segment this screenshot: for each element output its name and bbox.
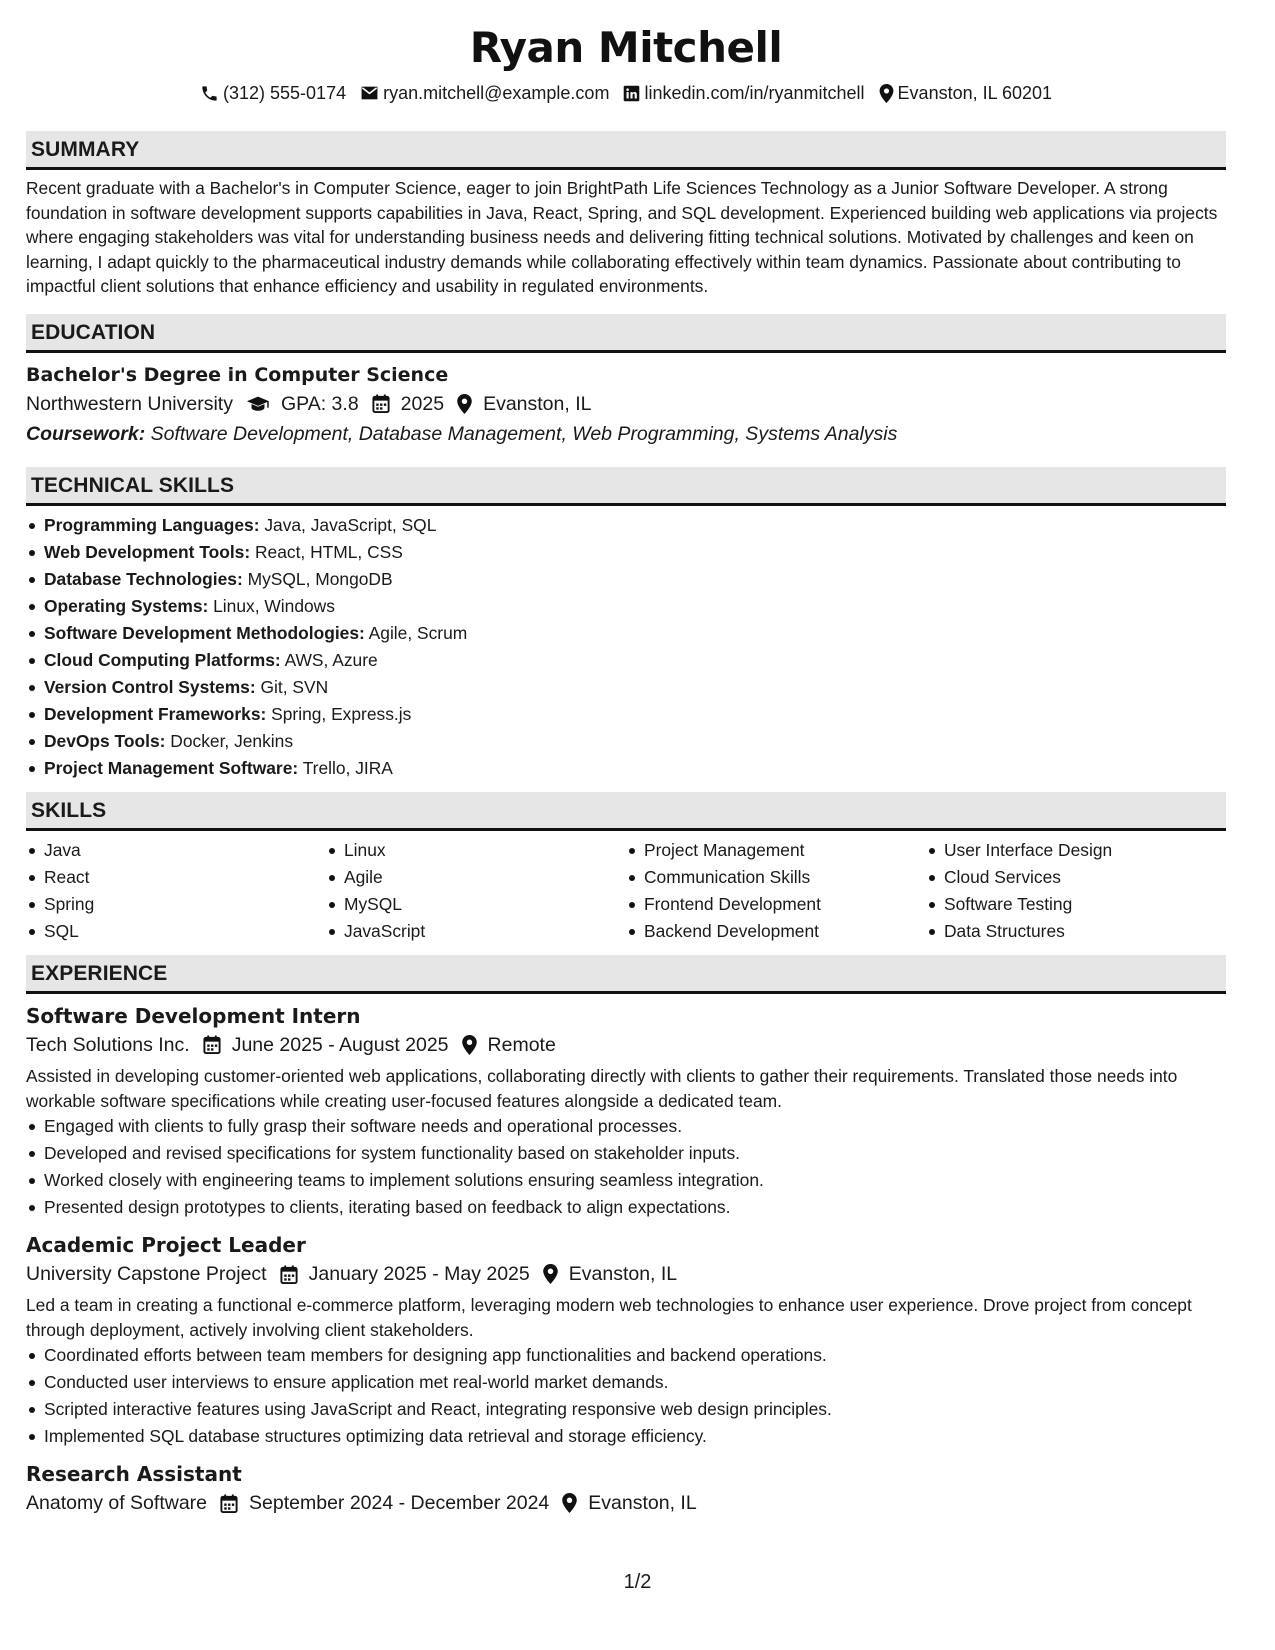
location-text: Evanston, IL 60201	[897, 82, 1052, 103]
list-item: Linux	[344, 837, 626, 864]
list-item: Project Management	[644, 837, 926, 864]
job-dates: September 2024 - December 2024	[249, 1492, 550, 1515]
list-item: Presented design prototypes to clients, iterating based on feedback to align expectations.	[44, 1194, 1226, 1221]
job-location: Evanston, IL	[568, 1263, 678, 1286]
skill-category: DevOps Tools:	[44, 730, 166, 751]
calendar-icon	[220, 1494, 238, 1513]
skill-category: Web Development Tools:	[44, 541, 251, 562]
list-item: Cloud Services	[944, 864, 1226, 891]
skill-category: Operating Systems:	[44, 595, 209, 616]
skills-column	[626, 837, 926, 945]
experience-entry	[26, 1002, 1226, 1221]
contact-bar	[26, 80, 1226, 106]
graduation-cap-icon	[246, 395, 270, 413]
skills-column	[926, 837, 1226, 945]
summary-section	[26, 131, 1226, 299]
list-item	[44, 755, 1226, 782]
skill-category: Project Management Software:	[44, 757, 299, 778]
gpa-text: GPA: 3.8	[280, 392, 359, 415]
job-meta	[26, 1259, 1226, 1289]
job-location: Remote	[487, 1033, 556, 1056]
skill-values: Java, JavaScript, SQL	[264, 514, 437, 535]
skill-values: Git, SVN	[260, 676, 329, 697]
experience-section	[26, 955, 1226, 1518]
coursework-label: Coursework:	[26, 422, 146, 445]
skill-values: Trello, JIRA	[302, 757, 393, 778]
skill-values: Spring, Express.js	[271, 703, 412, 724]
envelope-icon	[360, 85, 379, 101]
list-item: Developed and revised specifications for system functionality based on stakeholder inputs.	[44, 1140, 1226, 1167]
list-item: Frontend Development	[644, 891, 926, 918]
skill-category: Database Technologies:	[44, 568, 243, 589]
list-item	[44, 701, 1226, 728]
phone-icon	[200, 84, 219, 103]
skills-grid	[26, 837, 1226, 945]
experience-heading: EXPERIENCE	[26, 955, 1226, 994]
skill-category: Version Control Systems:	[44, 676, 256, 697]
education-heading: EDUCATION	[26, 314, 1226, 353]
contact-location	[879, 83, 1052, 104]
coursework-text: Software Development, Database Management, Web Programming, Systems Analysis	[150, 422, 898, 445]
graduation-year: 2025	[400, 392, 445, 415]
job-bullets	[26, 1113, 1226, 1221]
skill-values: React, HTML, CSS	[254, 541, 403, 562]
list-item: React	[44, 864, 326, 891]
calendar-icon	[203, 1035, 221, 1054]
skill-category: Programming Languages:	[44, 514, 260, 535]
education-location: Evanston, IL	[483, 392, 592, 415]
contact-phone	[200, 83, 346, 104]
degree-title: Bachelor's Degree in Computer Science	[26, 363, 449, 386]
list-item: JavaScript	[344, 918, 626, 945]
linkedin-icon	[623, 85, 640, 102]
list-item	[44, 728, 1226, 755]
job-meta	[26, 1488, 1226, 1518]
company-name: Tech Solutions Inc.	[26, 1033, 190, 1056]
experience-entry	[26, 1460, 1226, 1518]
skills-heading: SKILLS	[26, 792, 1226, 831]
map-pin-icon	[457, 394, 472, 414]
email-text: ryan.mitchell@example.com	[383, 82, 610, 103]
list-item: Communication Skills	[644, 864, 926, 891]
skill-category: Cloud Computing Platforms:	[44, 649, 281, 670]
skill-values: MySQL, MongoDB	[247, 568, 393, 589]
phone-text: (312) 555-0174	[223, 82, 347, 103]
list-item	[44, 674, 1226, 701]
job-title: Software Development Intern	[26, 1003, 361, 1028]
skills-column	[26, 837, 326, 945]
job-title: Academic Project Leader	[26, 1233, 306, 1258]
list-item	[44, 593, 1226, 620]
calendar-icon	[372, 394, 390, 413]
skills-section	[26, 792, 1226, 945]
technical-skills-heading: TECHNICAL SKILLS	[26, 467, 1226, 506]
company-name: University Capstone Project	[26, 1263, 267, 1286]
company-name: Anatomy of Software	[26, 1492, 208, 1515]
school-name: Northwestern University	[26, 392, 233, 415]
job-dates: January 2025 - May 2025	[308, 1263, 530, 1286]
list-item: Spring	[44, 891, 326, 918]
calendar-icon	[280, 1265, 298, 1284]
education-section	[26, 314, 1226, 449]
coursework-line	[26, 419, 1226, 449]
map-pin-icon	[562, 1493, 577, 1513]
list-item: Implemented SQL database structures optimizing data retrieval and storage efficiency.	[44, 1423, 1226, 1450]
job-dates: June 2025 - August 2025	[231, 1033, 449, 1056]
list-item: Agile	[344, 864, 626, 891]
linkedin-text: linkedin.com/in/ryanmitchell	[644, 82, 865, 103]
map-pin-icon	[462, 1035, 477, 1055]
list-item: Backend Development	[644, 918, 926, 945]
list-item: Conducted user interviews to ensure application met real-world market demands.	[44, 1369, 1226, 1396]
summary-text: Recent graduate with a Bachelor's in Computer Science, eager to join BrightPath Life Sciences Technology as a Junior Software Developer. A strong foundation in software development supports capabilities in Java, React, Spring, and SQL development. Experienced building web applications via projects where engaging stakeholders was vital for understanding business needs and delivering fitting technical solutions. Motivated by challenges and keen on learning, I adapt quickly to the pharmaceutical industry demands while collaborating effectively within team dynamics. Passionate about contributing to impactful client solutions that enhance efficiency and usability in regulated environments.	[26, 178, 1218, 297]
job-location: Evanston, IL	[588, 1492, 697, 1515]
list-item	[44, 539, 1226, 566]
map-pin-icon	[543, 1264, 558, 1284]
list-item: Scripted interactive features using JavaScript and React, integrating responsive web design principles.	[44, 1396, 1226, 1423]
list-item	[44, 647, 1226, 674]
job-description: Led a team in creating a functional e-commerce platform, leveraging modern web technologies to enhance user experience. Drove project from concept through deployment, actively involving client stakeholders.	[26, 1295, 1192, 1340]
skill-values: Agile, Scrum	[368, 622, 468, 643]
experience-entry	[26, 1231, 1226, 1450]
contact-email[interactable]	[360, 83, 609, 104]
job-description: Assisted in developing customer-oriented web applications, collaborating directly with clients to gather their requirements. Translated those needs into workable software specifications while creating user-focused features alongside a dedicated team.	[26, 1065, 1178, 1111]
skill-category: Software Development Methodologies:	[44, 622, 365, 643]
skill-category: Development Frameworks:	[44, 703, 267, 724]
education-meta	[26, 389, 1226, 419]
skill-values: AWS, Azure	[284, 649, 378, 670]
list-item	[44, 566, 1226, 593]
summary-heading: SUMMARY	[26, 131, 1226, 170]
list-item	[44, 620, 1226, 647]
list-item	[44, 512, 1226, 539]
job-bullets	[26, 1342, 1226, 1450]
list-item: Java	[44, 837, 326, 864]
list-item: Software Testing	[944, 891, 1226, 918]
contact-linkedin[interactable]	[623, 83, 864, 104]
job-meta	[26, 1030, 1226, 1060]
list-item: SQL	[44, 918, 326, 945]
page-number: 1/2	[623, 1571, 652, 1593]
job-title: Research Assistant	[26, 1462, 242, 1487]
skill-values: Linux, Windows	[213, 595, 335, 616]
map-pin-icon	[879, 84, 894, 103]
skill-values: Docker, Jenkins	[170, 730, 294, 751]
list-item: Coordinated efforts between team members for designing app functionalities and backend operations.	[44, 1342, 1226, 1369]
technical-skills-section	[26, 467, 1226, 782]
list-item: User Interface Design	[944, 837, 1226, 864]
list-item: Engaged with clients to fully grasp their software needs and operational processes.	[44, 1113, 1226, 1140]
candidate-name: Ryan Mitchell	[469, 23, 783, 72]
list-item: MySQL	[344, 891, 626, 918]
skills-column	[326, 837, 626, 945]
list-item: Data Structures	[944, 918, 1226, 945]
technical-skills-list	[26, 512, 1226, 782]
list-item: Worked closely with engineering teams to implement solutions ensuring seamless integration.	[44, 1167, 1226, 1194]
